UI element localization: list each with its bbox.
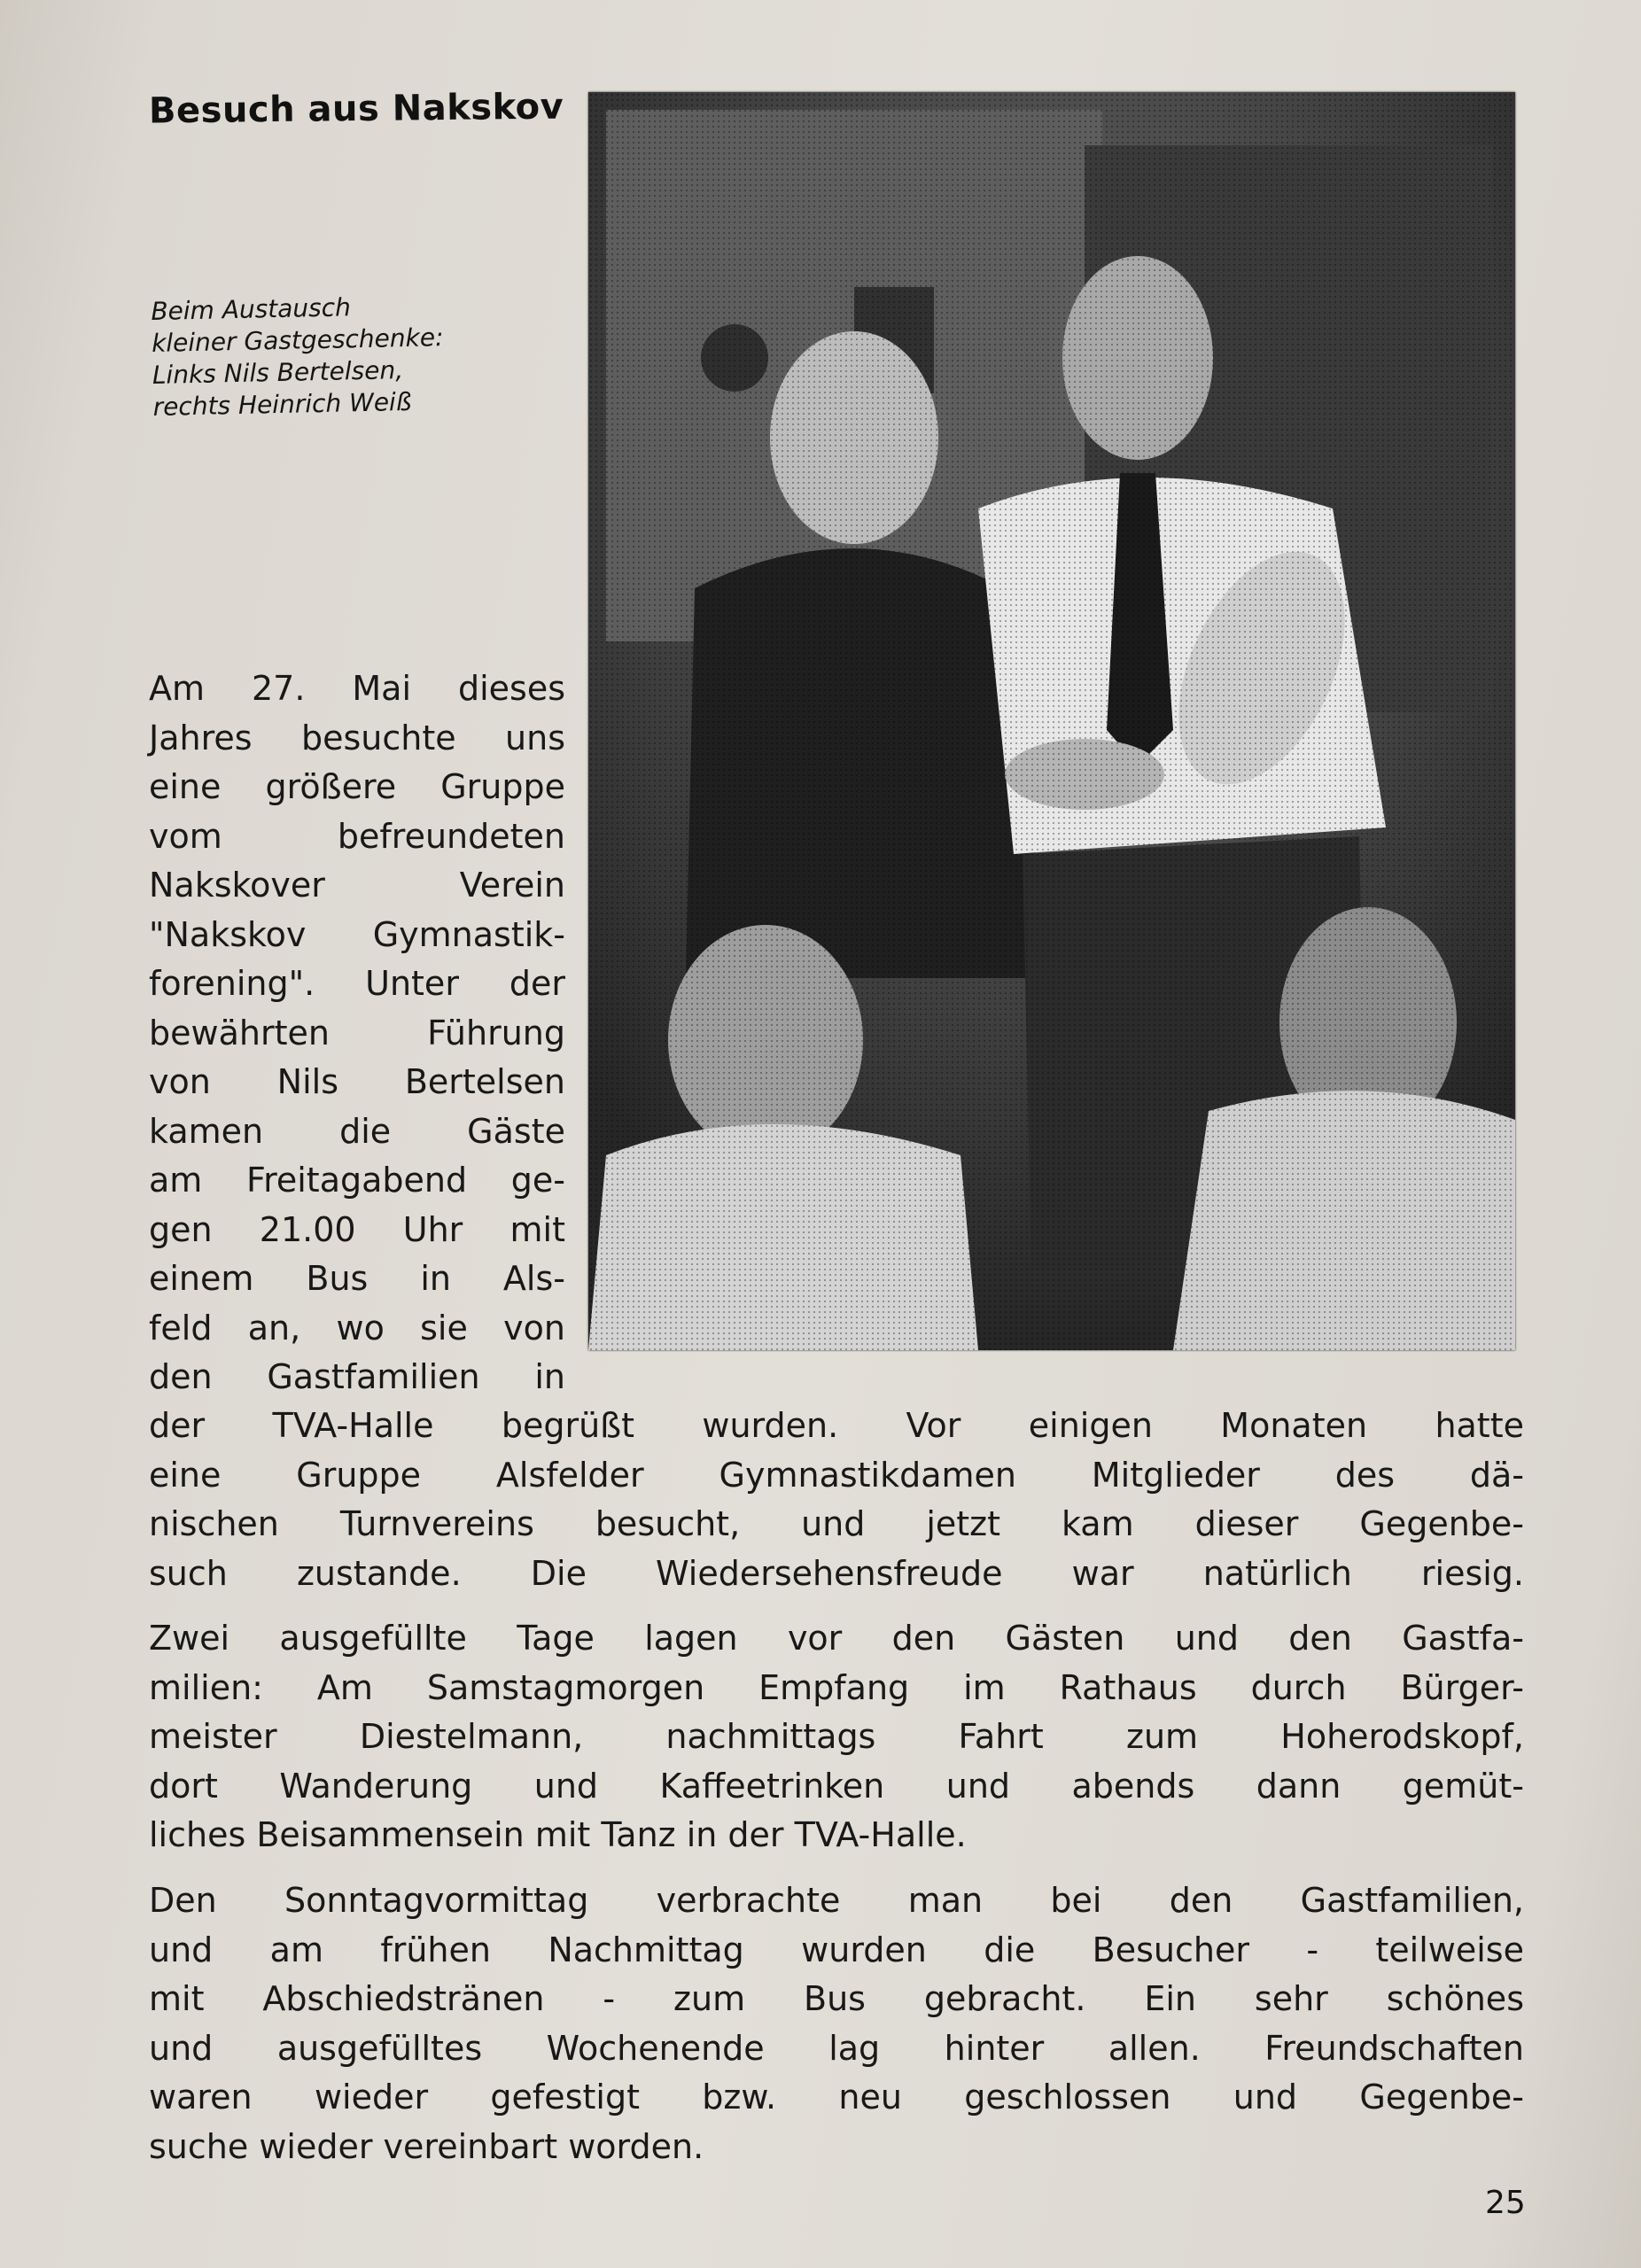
text-line: Am 27. Mai dieses xyxy=(149,669,565,708)
group-photo-icon xyxy=(588,92,1515,1350)
paragraph-2 xyxy=(149,1614,1524,1860)
paragraph-1 xyxy=(149,1402,1524,1598)
text-line: dort Wanderung und Kaffeetrinken und abends dann gemüt- xyxy=(149,1766,1524,1806)
text-line: Jahres besuchte uns xyxy=(149,718,565,757)
text-line: bewährten Führung xyxy=(149,1013,565,1052)
text-line: und ausgefülltes Wochenende lag hinter allen. Freundschaften xyxy=(149,2028,1524,2068)
text-line: forening". Unter der xyxy=(149,964,565,1003)
caption-line: Beim Austausch xyxy=(151,292,352,326)
text-line: am Freitagabend ge- xyxy=(149,1161,565,1200)
photo-caption xyxy=(151,289,508,423)
text-line: gen 21.00 Uhr mit xyxy=(149,1209,565,1249)
caption-line: Links Nils Bertelsen, xyxy=(152,355,404,390)
text-line: Zwei ausgefüllte Tage lagen vor den Gästen und den Gastfa- xyxy=(149,1619,1524,1658)
text-line: milien: Am Samstagmorgen Empfang im Rathaus durch Bürger- xyxy=(149,1667,1524,1707)
caption-line: rechts Heinrich Weiß xyxy=(152,386,412,422)
paragraph-3 xyxy=(149,1876,1524,2171)
text-line: den Gastfamilien in xyxy=(149,1357,565,1396)
article-column-text xyxy=(149,664,565,1402)
caption-line: kleiner Gastgeschenke: xyxy=(151,322,444,358)
text-line: kamen die Gäste xyxy=(149,1111,565,1151)
text-line: "Nakskov Gymnastik- xyxy=(149,914,565,954)
text-line: der TVA-Halle begrüßt wurden. Vor einigen Monaten hatte xyxy=(149,1406,1524,1445)
text-line: eine Gruppe Alsfelder Gymnastikdamen Mitglieder des dä- xyxy=(149,1455,1524,1495)
text-line: meister Diestelmann, nachmittags Fahrt zum Hoherodskopf, xyxy=(149,1717,1524,1756)
text-line: such zustande. Die Wiedersehensfreude war natürlich riesig. xyxy=(149,1553,1524,1593)
text-line: eine größere Gruppe xyxy=(149,767,565,806)
text-line: feld an, wo sie von xyxy=(149,1308,565,1348)
text-line: vom befreundeten xyxy=(149,816,565,856)
article-headline: Besuch aus Nakskov xyxy=(148,86,564,132)
text-line: und am frühen Nachmittag wurden die Besucher - teilweise xyxy=(149,1930,1524,1969)
text-line: von Nils Bertelsen xyxy=(149,1062,565,1101)
text-line: nischen Turnvereins besucht, und jetzt kam dieser Gegenbe- xyxy=(149,1504,1524,1543)
text-line: liches Beisammensein mit Tanz in der TVA-Halle. xyxy=(149,1815,967,1854)
text-line: suche wieder vereinbart worden. xyxy=(149,2126,704,2166)
text-line: Den Sonntagvormittag verbrachte man bei den Gastfamilien, xyxy=(149,1881,1524,1920)
text-line: einem Bus in Als- xyxy=(149,1259,565,1298)
text-line: mit Abschiedstränen - zum Bus gebracht. Ein sehr schönes xyxy=(149,1979,1524,2018)
text-line: waren wieder gefestigt bzw. neu geschlossen und Gegenbe- xyxy=(149,2078,1524,2117)
text-line: Nakskover Verein xyxy=(149,866,565,905)
page-number: 25 xyxy=(1485,2185,1526,2221)
